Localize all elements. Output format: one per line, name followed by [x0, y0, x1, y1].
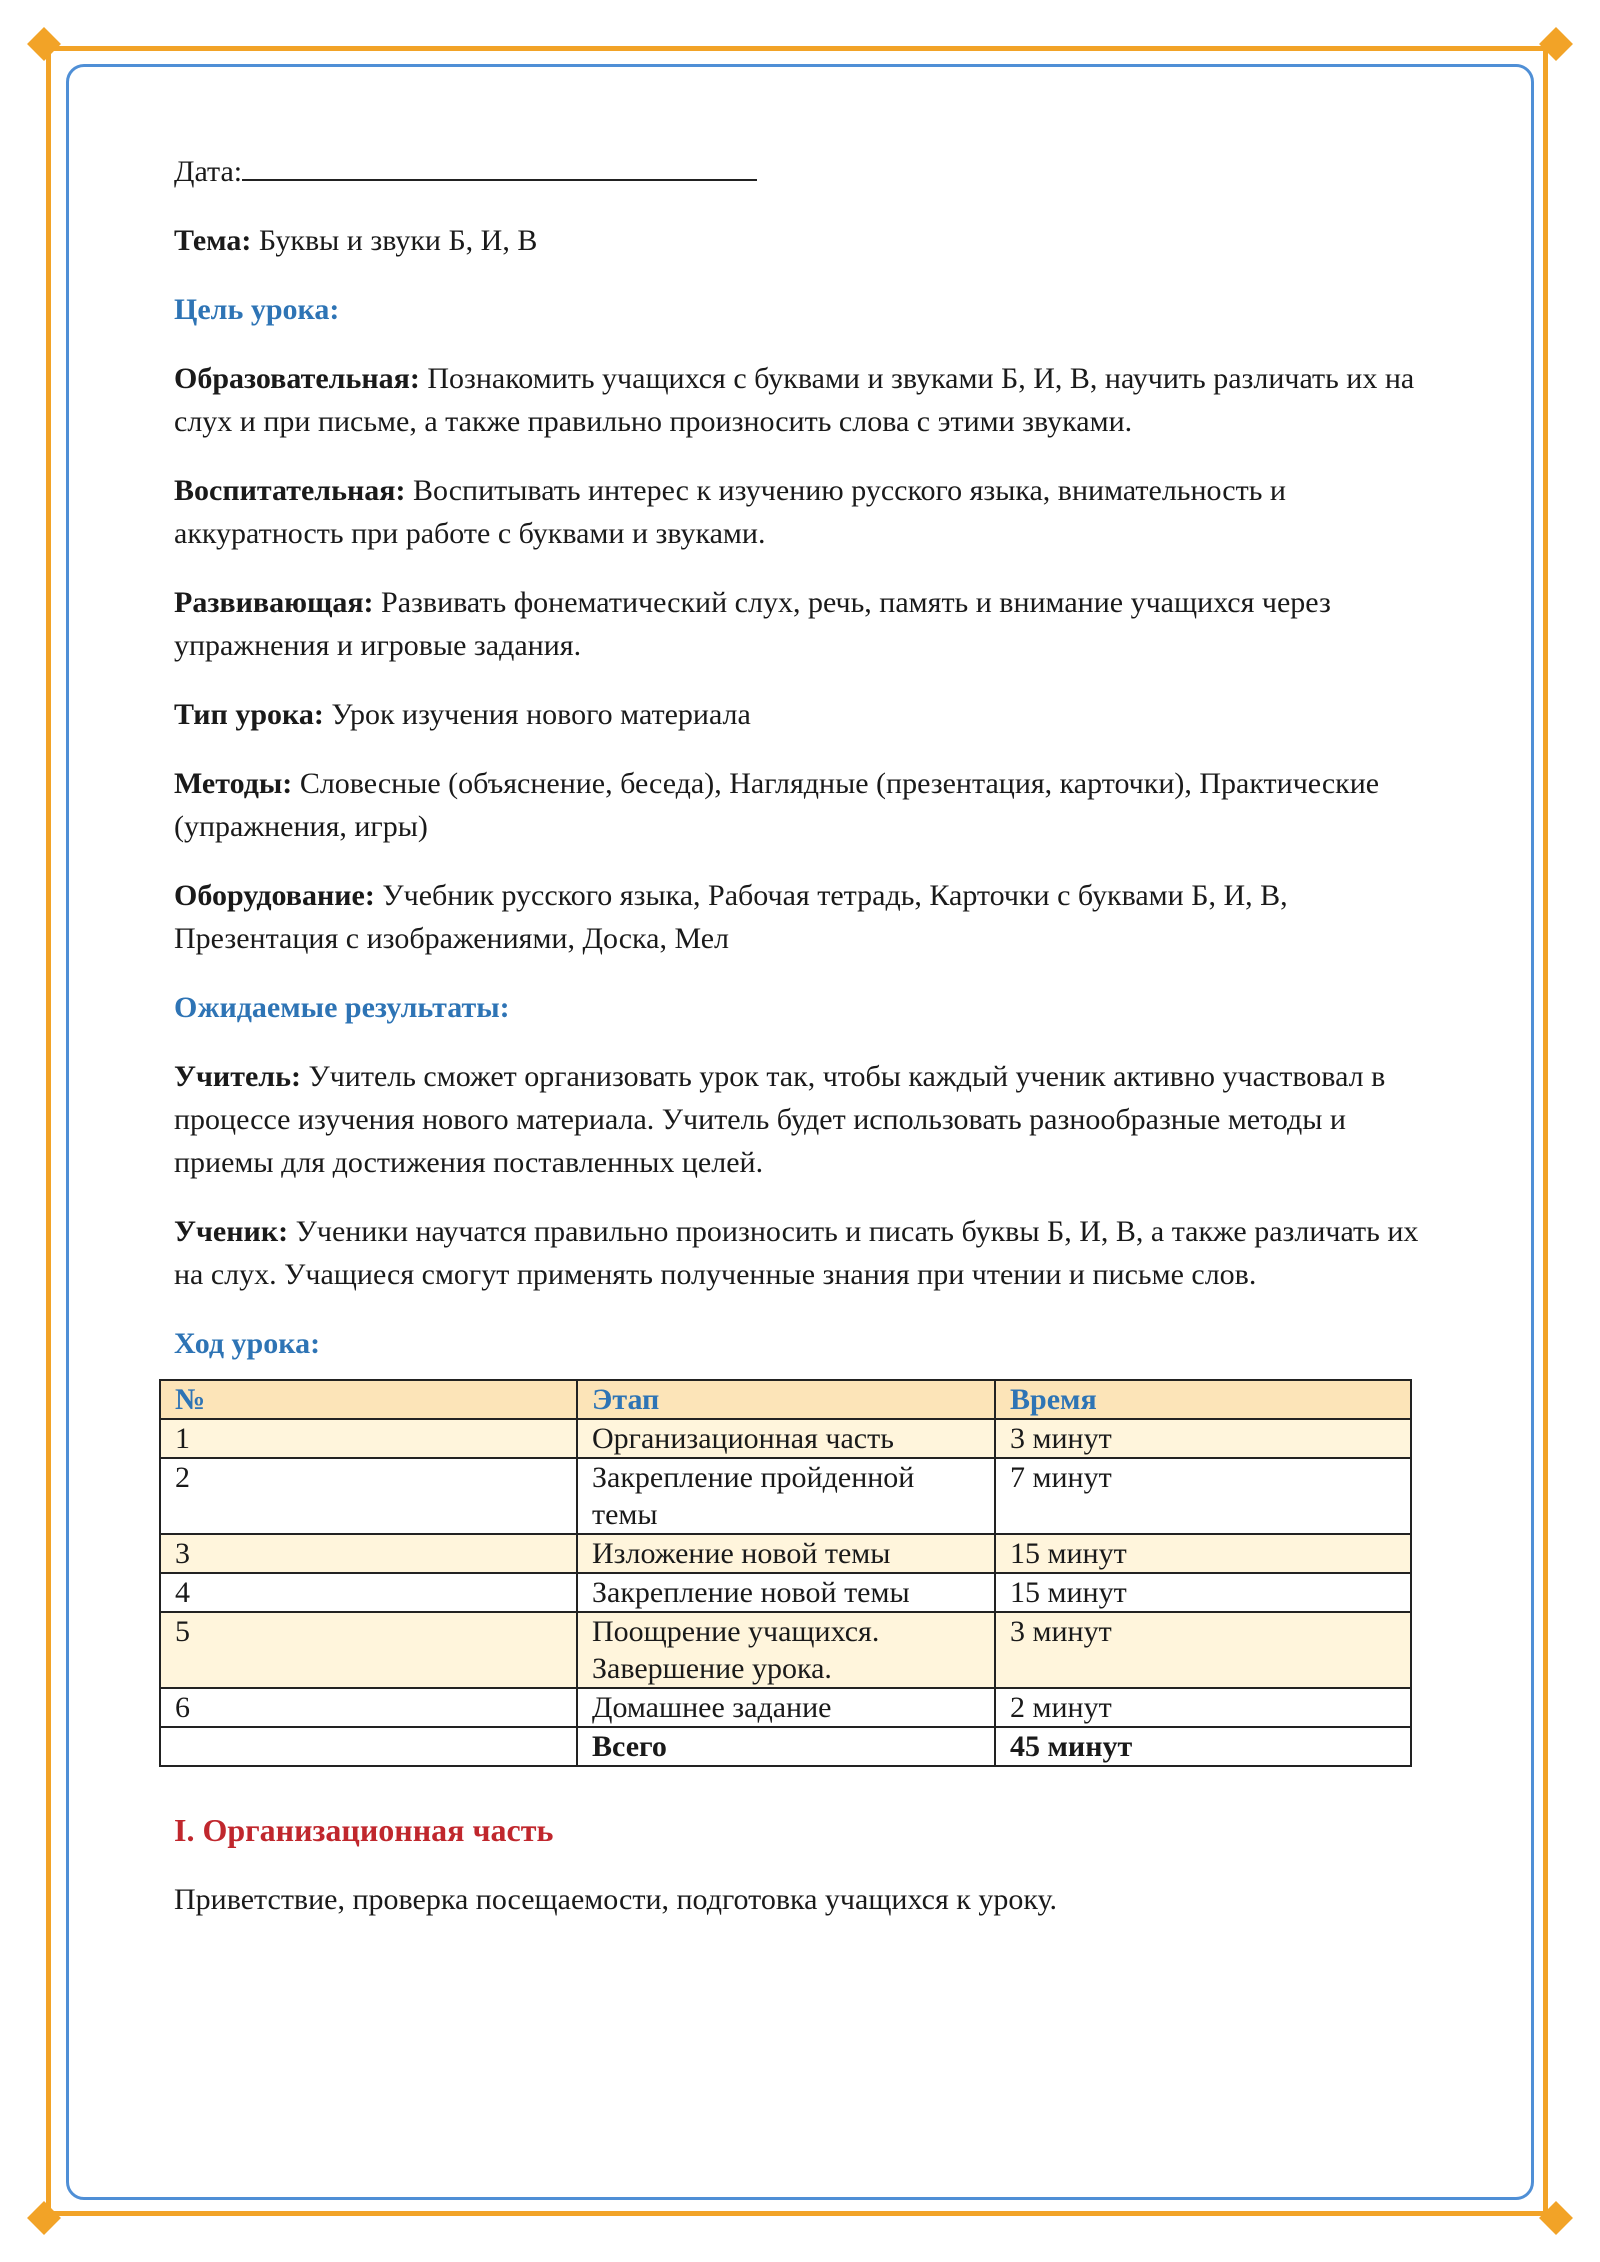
table-cell: 15 минут — [995, 1534, 1411, 1573]
goal-educational — [174, 357, 1434, 443]
table-header-number: № — [160, 1380, 577, 1419]
methods-label: Методы: — [174, 767, 293, 800]
goal-upbringing — [174, 469, 1434, 555]
table-row — [160, 1534, 1411, 1573]
goal-text: Развивать фонематический слух, речь, память и внимание учащихся через упражнения и игровые задания. — [174, 586, 1331, 662]
lesson-plan-table — [159, 1379, 1412, 1767]
table-row — [160, 1458, 1411, 1534]
section1-heading: I. Организационная часть — [174, 1812, 554, 1848]
topic-label: Тема: — [174, 224, 252, 257]
table-cell: Изложение новой темы — [577, 1534, 995, 1573]
date-line — [174, 150, 1434, 193]
equipment-label: Оборудование: — [174, 879, 375, 912]
table-cell: 3 минут — [995, 1612, 1411, 1688]
table-cell: Домашнее задание — [577, 1688, 995, 1727]
table-cell: Поощрение учащихся. Завершение урока. — [577, 1612, 995, 1688]
document-body — [174, 150, 1434, 1947]
table-cell: Закрепление новой темы — [577, 1573, 995, 1612]
goal-label: Образовательная: — [174, 362, 420, 395]
goal-text: Воспитывать интерес к изучению русского языка, внимательность и аккуратность при работе с буквами и звуками. — [174, 474, 1286, 550]
table-row — [160, 1688, 1411, 1727]
methods-text: Словесные (объяснение, беседа), Наглядные (презентация, карточки), Практические (упражнения, игры) — [174, 767, 1380, 843]
goal-developing — [174, 581, 1434, 667]
table-cell: 6 — [160, 1688, 577, 1727]
table-header-row — [160, 1380, 1411, 1419]
table-cell: 4 — [160, 1573, 577, 1612]
date-blank — [242, 151, 757, 181]
table-cell — [160, 1727, 577, 1766]
topic-text: Буквы и звуки Б, И, В — [258, 224, 538, 257]
result-text: Ученики научатся правильно произносить и писать буквы Б, И, В, а также различать их на слух. Учащиеся смогут применять полученные знания при чтении и письме слов. — [174, 1215, 1419, 1291]
table-cell: 3 — [160, 1534, 577, 1573]
table-total-row — [160, 1727, 1411, 1766]
table-row — [160, 1573, 1411, 1612]
goal-label: Воспитательная: — [174, 474, 406, 507]
table-header-time: Время — [995, 1380, 1411, 1419]
table-cell: 1 — [160, 1419, 577, 1458]
results-heading: Ожидаемые результаты: — [174, 991, 510, 1024]
table-total-label: Всего — [577, 1727, 995, 1766]
table-cell: 3 минут — [995, 1419, 1411, 1458]
table-cell: 7 минут — [995, 1458, 1411, 1534]
result-label: Учитель: — [174, 1060, 301, 1093]
date-label: Дата: — [174, 155, 243, 188]
lesson-type-text: Урок изучения нового материала — [331, 698, 751, 731]
table-cell: 5 — [160, 1612, 577, 1688]
methods-paragraph — [174, 762, 1434, 848]
table-total-value: 45 минут — [995, 1727, 1411, 1766]
table-cell: Организационная часть — [577, 1419, 995, 1458]
result-text: Учитель сможет организовать урок так, чтобы каждый ученик активно участвовал в процессе изучения нового материала. Учитель будет использовать разнообразные методы и приемы для достижения поставленных целей. — [174, 1060, 1386, 1179]
equipment-text: Учебник русского языка, Рабочая тетрадь, Карточки с буквами Б, И, В, Презентация с изображениями, Доска, Мел — [174, 879, 1288, 955]
table-cell: Закрепление пройденной темы — [577, 1458, 995, 1534]
topic-paragraph — [174, 219, 1434, 262]
result-teacher — [174, 1055, 1434, 1184]
section1-text: Приветствие, проверка посещаемости, подготовка учащихся к уроку. — [174, 1883, 1057, 1916]
result-student — [174, 1210, 1434, 1296]
table-cell: 2 — [160, 1458, 577, 1534]
goal-text: Познакомить учащихся с буквами и звуками Б, И, В, научить различать их на слух и при письме, а также правильно произносить слова с этими звуками. — [174, 362, 1415, 438]
lesson-type-label: Тип урока: — [174, 698, 324, 731]
table-row — [160, 1419, 1411, 1458]
table-row — [160, 1612, 1411, 1688]
equipment-paragraph — [174, 874, 1434, 960]
table-cell: 15 минут — [995, 1573, 1411, 1612]
goal-label: Развивающая: — [174, 586, 374, 619]
goals-heading: Цель урока: — [174, 293, 340, 326]
table-header-stage: Этап — [577, 1380, 995, 1419]
result-label: Ученик: — [174, 1215, 289, 1248]
course-heading: Ход урока: — [174, 1327, 321, 1360]
table-cell: 2 минут — [995, 1688, 1411, 1727]
lesson-type-paragraph — [174, 693, 1434, 736]
